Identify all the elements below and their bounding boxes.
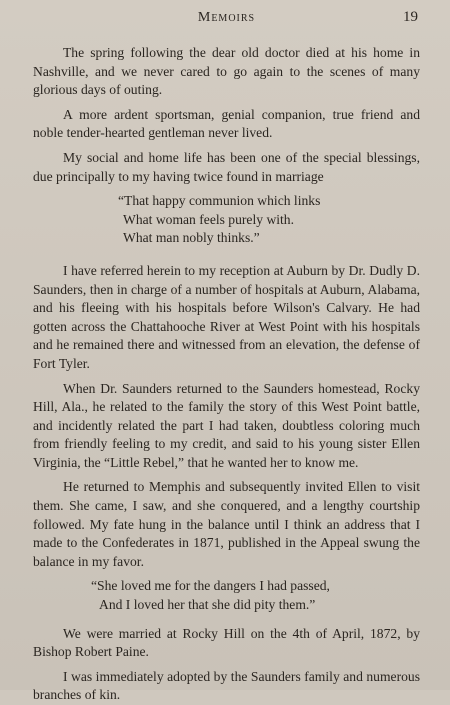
paragraph-4: I have referred herein to my reception at Auburn by Dr. Dudly D. Saunders, then in charge of a number of hospitals at Auburn, Alabama, and his fleeing with his hospitals before Wilson's Calvary. He had gotten across the Chattahooche River at West Point with his hospitals and he remained there and witnessed from an elevation, the defense of Fort Tyler. — [33, 262, 420, 371]
verse-quote-1 — [33, 192, 420, 248]
running-head: Memoirs — [197, 10, 256, 25]
paragraph-6: He returned to Memphis and subsequently invited Ellen to visit them. She came, I saw, and she conquered, and a lengthy courtship followed. My fate hung in the balance until I think an address that I made to the Confederates in 1871, published in the Appeal swung the balance in my favor. — [33, 479, 420, 569]
verse-line: What man nobly thinks.” — [123, 230, 260, 246]
paragraph-1: The spring following the dear old doctor died at his home in Nashville, and we never cared to go again to the scenes of many glorious days of outing. — [33, 45, 420, 98]
verse-line: What woman feels purely with. — [123, 211, 295, 227]
verse-line: “That happy communion which links — [118, 193, 321, 209]
paragraph-2: A more ardent sportsman, genial companion, true friend and noble tender-hearted gentleman never lived. — [33, 106, 420, 141]
paragraph-5: When Dr. Saunders returned to the Saunders homestead, Rocky Hill, Ala., he related to the family the story of this West Point battle, and incidently related the part I had taken, doubtless coloring much from friendly feeling to my credit, and said to his young sister Ellen Virginia, the “Little Rebel,” that he wanted her to know me. — [33, 380, 420, 470]
verse-quote-2 — [33, 577, 420, 614]
paragraph-3: My social and home life has been one of the special blessings, due principally to my having twice found in marriage — [33, 149, 420, 184]
page-header — [33, 10, 420, 30]
verse-line: And I loved her that she did pity them.” — [99, 597, 316, 613]
paragraph-7: We were married at Rocky Hill on the 4th of April, 1872, by Bishop Robert Paine. — [33, 625, 420, 660]
page-number: 19 — [403, 9, 418, 25]
paragraph-8: I was immediately adopted by the Saunders family and numerous branches of kin. — [33, 668, 420, 703]
verse-line: “She loved me for the dangers I had passed, — [91, 578, 330, 594]
